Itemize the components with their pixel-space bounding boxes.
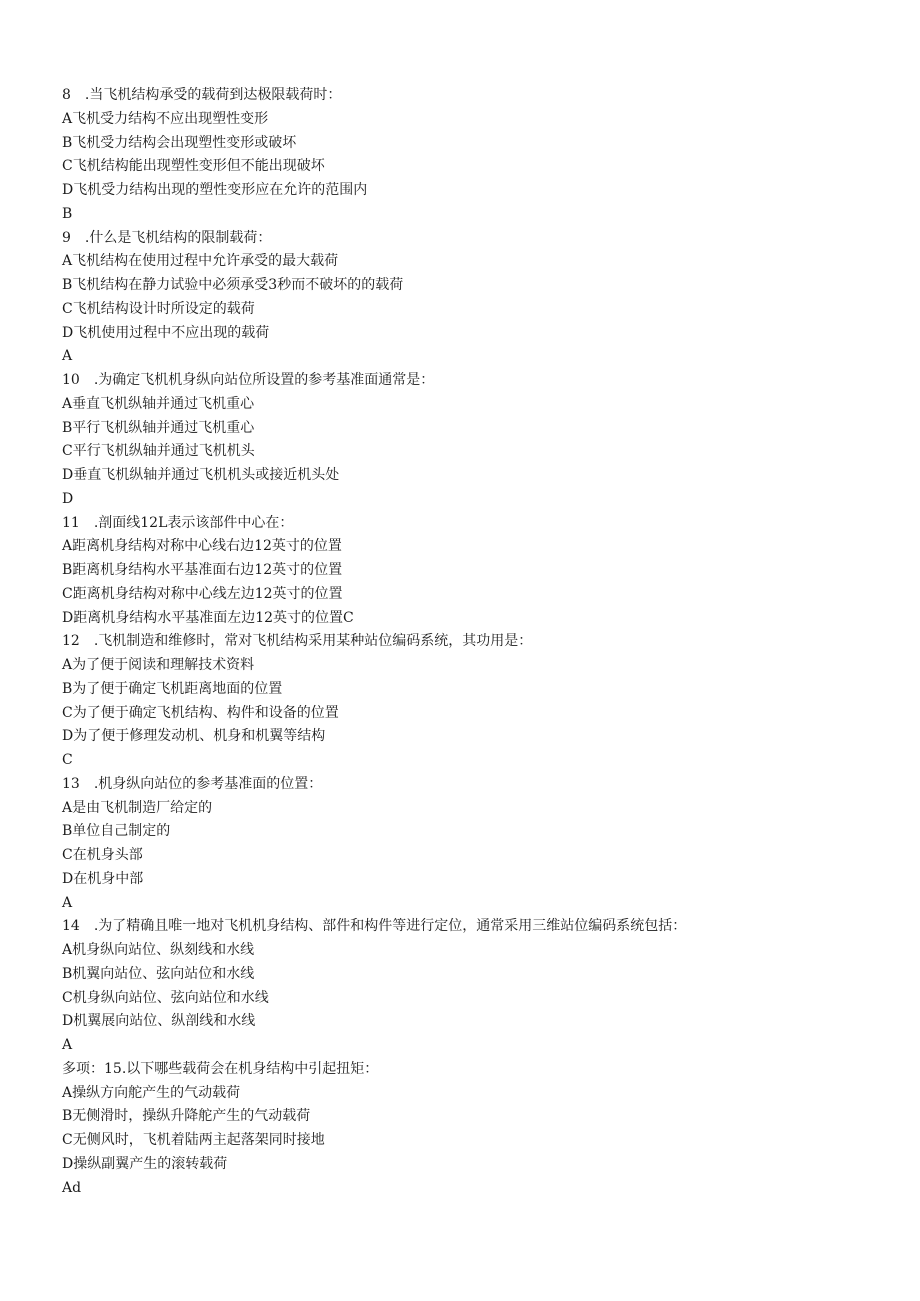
question-9-option-d: D飞机使用过程中不应出现的载荷 [62,324,270,341]
question-11-option-d-with-answer: D距离机身结构水平基准面左边12英寸的位置C [62,609,354,626]
question-10-option-c: C平行飞机纵轴并通过飞机机头 [62,443,255,460]
question-12-answer: C [62,752,73,768]
question-14-stem: 14 .为了精确且唯一地对飞机机身结构、部件和构件等进行定位，通常采用三维站位编码系统包括： [62,918,687,935]
question-8-option-a: A飞机受力结构不应出现塑性变形 [62,110,269,127]
document-page [62,84,882,1200]
question-11-option-a: A距离机身结构对称中心线右边12英寸的位置 [62,538,342,555]
question-9-option-c: C飞机结构设计时所设定的载荷 [62,300,255,317]
question-8-stem: 8 .当飞机结构承受的载荷到达极限载荷时： [62,87,342,103]
question-15-option-c: C无侧风时，飞机着陆两主起落架同时接地 [62,1132,325,1148]
question-11-option-c: C距离机身结构对称中心线左边12英寸的位置 [62,585,343,602]
question-15-answer: Ad [62,1179,82,1196]
question-14-option-d: D机翼展向站位、纵剖线和水线 [62,1013,256,1030]
question-13-option-b: B单位自己制定的 [62,823,171,840]
question-14-option-c: C机身纵向站位、弦向站位和水线 [62,989,269,1006]
question-8-option-b: B飞机受力结构会出现塑性变形或破坏 [62,134,297,151]
question-12-option-b: B为了便于确定飞机距离地面的位置 [62,680,283,697]
question-8-answer: B [62,205,73,222]
question-10-answer: D [62,490,74,507]
question-11-option-b: B距离机身结构水平基准面右边12英寸的位置 [62,562,343,578]
question-15-option-a: A操纵方向舵产生的气动载荷 [62,1084,241,1101]
question-14-option-b: B机翼向站位、弦向站位和水线 [62,965,255,982]
question-14-option-a: A机身纵向站位、纵刻线和水线 [62,942,255,958]
question-9-option-a: A飞机结构在使用过程中允许承受的最大载荷 [62,253,339,270]
question-15-option-d: D操纵副翼产生的滚转载荷 [62,1155,228,1172]
question-10-option-b: B平行飞机纵轴并通过飞机重心 [62,419,255,436]
question-15-option-b: B无侧滑时，操纵升降舵产生的气动载荷 [62,1108,311,1125]
question-9-option-b: B飞机结构在静力试验中必须承受3秒而不破坏的的载荷 [62,277,404,293]
question-12-option-c: C为了便于确定飞机结构、构件和设备的位置 [62,704,339,721]
question-10-option-a: A垂直飞机纵轴并通过飞机重心 [62,395,255,412]
question-12-option-d: D为了便于修理发动机、机身和机翼等结构 [62,728,326,745]
question-13-option-c: C在机身头部 [62,847,143,863]
question-13-option-d: D在机身中部 [62,870,144,887]
question-10-stem: 10 .为确定飞机机身纵向站位所设置的参考基准面通常是： [62,372,435,388]
question-13-answer: A [62,894,73,911]
question-13-option-a: A是由飞机制造厂给定的 [62,799,213,816]
question-13-stem: 13 .机身纵向站位的参考基准面的位置： [62,775,323,792]
question-11-stem: 11 .剖面线12L表示该部件中心在： [62,514,294,531]
question-15-stem: 多项：15.以下哪些载荷会在机身结构中引起扭矩： [62,1060,379,1077]
question-10-option-d: D垂直飞机纵轴并通过飞机机头或接近机头处 [62,467,340,483]
question-8-option-c: C飞机结构能出现塑性变形但不能出现破坏 [62,158,325,175]
question-8-option-d: D飞机受力结构出现的塑性变形应在允许的范围内 [62,182,368,198]
question-12-stem: 12 .飞机制造和维修时，常对飞机结构采用某种站位编码系统，其功用是： [62,633,533,650]
question-9-answer: A [62,348,73,365]
question-9-stem: 9 .什么是飞机结构的限制载荷： [62,229,272,246]
question-14-answer: A [62,1037,73,1053]
question-12-option-a: A为了便于阅读和理解技术资料 [62,657,255,673]
